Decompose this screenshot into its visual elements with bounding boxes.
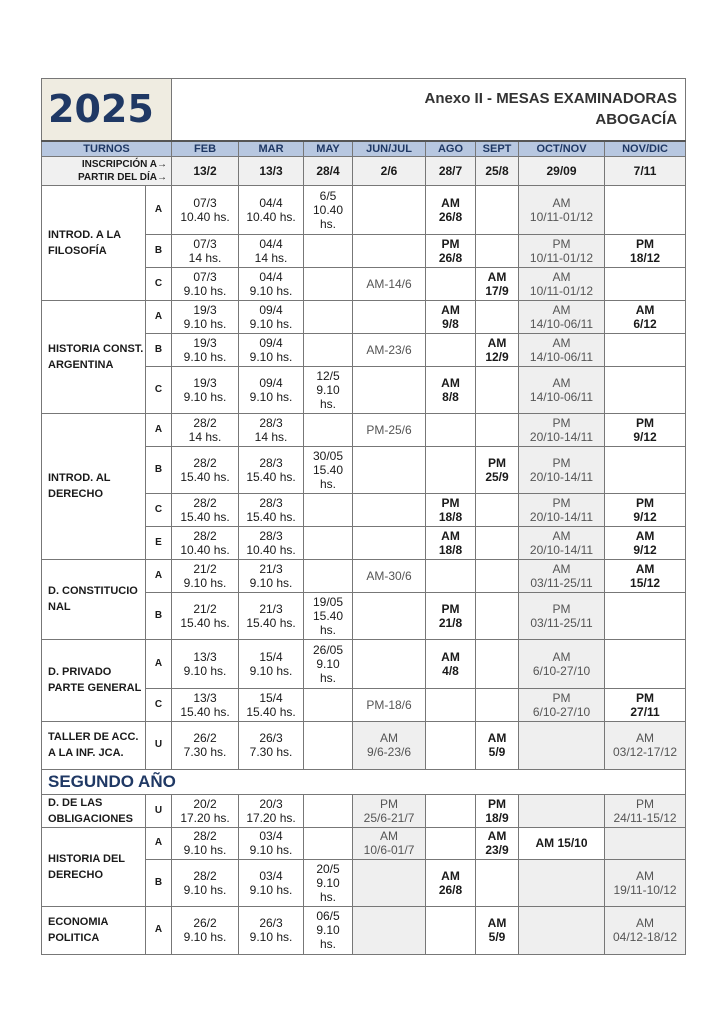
exam-date-cell: 28/2 15.40 hs. <box>172 493 239 526</box>
exam-date-cell: 21/3 9.10 hs. <box>239 559 304 592</box>
exam-date-cell: 28/2 14 hs. <box>172 413 239 446</box>
exam-date-cell: AM 15/12 <box>605 559 686 592</box>
exam-date-cell: AM 6/12 <box>605 300 686 333</box>
exam-date-cell: 26/2 7.30 hs. <box>172 721 239 769</box>
exam-date-cell: 03/4 9.10 hs. <box>239 859 304 906</box>
turno-code: A <box>146 300 172 333</box>
turno-code: B <box>146 234 172 267</box>
exam-date-cell: AM 18/8 <box>426 526 476 559</box>
exam-date-cell: PM 27/11 <box>605 688 686 721</box>
exam-date-cell: AM 26/8 <box>426 859 476 906</box>
exam-date-cell: AM 10/6-01/7 <box>353 827 426 859</box>
exam-date-cell: 28/3 15.40 hs. <box>239 446 304 493</box>
exam-date-cell <box>426 688 476 721</box>
exam-date-cell: AM 5/9 <box>476 721 519 769</box>
exam-date-cell <box>476 859 519 906</box>
exam-date-cell <box>426 333 476 366</box>
exam-date-cell <box>476 185 519 234</box>
exam-date-cell <box>476 366 519 413</box>
turno-code: C <box>146 267 172 300</box>
inscripcion-label-line-2: PARTIR DEL DÍA→ <box>77 171 168 183</box>
exam-date-cell: PM 18/12 <box>605 234 686 267</box>
inscripcion-date: 2/6 <box>353 156 426 185</box>
exam-date-cell <box>605 267 686 300</box>
exam-date-cell: 15/4 15.40 hs. <box>239 688 304 721</box>
exam-date-cell: AM 9/12 <box>605 526 686 559</box>
exam-date-cell: 07/3 14 hs. <box>172 234 239 267</box>
inscripcion-date: 25/8 <box>476 156 519 185</box>
exam-date-cell <box>605 366 686 413</box>
exam-date-cell: 21/2 9.10 hs. <box>172 559 239 592</box>
month-header: AGO <box>426 141 476 157</box>
exam-date-cell: 28/3 10.40 hs. <box>239 526 304 559</box>
exam-date-cell <box>476 526 519 559</box>
exam-date-cell <box>426 721 476 769</box>
turno-code: C <box>146 366 172 413</box>
exam-date-cell <box>304 333 353 366</box>
month-header: MAR <box>239 141 304 157</box>
exam-date-cell <box>353 366 426 413</box>
exam-date-cell <box>353 859 426 906</box>
exam-date-cell <box>426 267 476 300</box>
subject-name: INTROD. AL DERECHO <box>42 413 146 559</box>
turno-code: C <box>146 493 172 526</box>
exam-date-cell: PM 9/12 <box>605 413 686 446</box>
month-header: SEPT <box>476 141 519 157</box>
schedule-row <box>42 559 686 592</box>
section-heading: SEGUNDO AÑO <box>42 769 686 794</box>
exam-date-cell: 28/2 9.10 hs. <box>172 827 239 859</box>
exam-date-cell: 19/3 9.10 hs. <box>172 366 239 413</box>
exam-date-cell: AM 19/11-10/12 <box>605 859 686 906</box>
subject-name: D. DE LAS OBLIGACIONES <box>42 794 146 827</box>
exam-date-cell <box>519 859 605 906</box>
inscripcion-label-line-1: INSCRIPCIÓN A→ <box>81 158 168 170</box>
turno-code: U <box>146 794 172 827</box>
exam-date-cell: PM-18/6 <box>353 688 426 721</box>
inscripcion-date: 28/7 <box>426 156 476 185</box>
schedule-row <box>42 827 686 859</box>
exam-date-cell: PM 03/11-25/11 <box>519 592 605 639</box>
exam-date-cell: PM 18/8 <box>426 493 476 526</box>
exam-date-cell <box>476 300 519 333</box>
exam-date-cell: 26/3 9.10 hs. <box>239 906 304 954</box>
exam-date-cell: PM 9/12 <box>605 493 686 526</box>
exam-date-cell <box>353 493 426 526</box>
exam-date-cell <box>304 794 353 827</box>
exam-date-cell: 04/4 14 hs. <box>239 234 304 267</box>
schedule-row <box>42 300 686 333</box>
subject-name: TALLER DE ACC. A LA INF. JCA. <box>42 721 146 769</box>
exam-date-cell: 04/4 10.40 hs. <box>239 185 304 234</box>
exam-date-cell: AM 03/12-17/12 <box>605 721 686 769</box>
exam-date-cell: 28/3 15.40 hs. <box>239 493 304 526</box>
turno-code: U <box>146 721 172 769</box>
exam-date-cell <box>304 526 353 559</box>
exam-date-cell <box>353 592 426 639</box>
exam-date-cell: AM 15/10 <box>519 827 605 859</box>
exam-date-cell: 28/2 15.40 hs. <box>172 446 239 493</box>
exam-date-cell: 20/2 17.20 hs. <box>172 794 239 827</box>
exam-date-cell: AM 03/11-25/11 <box>519 559 605 592</box>
inscripcion-date: 28/4 <box>304 156 353 185</box>
exam-date-cell: AM 10/11-01/12 <box>519 185 605 234</box>
exam-date-cell: PM 20/10-14/11 <box>519 413 605 446</box>
turno-code: B <box>146 333 172 366</box>
turnos-header: TURNOS <box>42 141 172 157</box>
exam-date-cell <box>605 446 686 493</box>
inscripcion-date: 13/3 <box>239 156 304 185</box>
exam-date-cell: 03/4 9.10 hs. <box>239 827 304 859</box>
exam-date-cell: PM-25/6 <box>353 413 426 446</box>
exam-date-cell <box>304 827 353 859</box>
turno-code: A <box>146 639 172 688</box>
month-header: OCT/NOV <box>519 141 605 157</box>
exam-date-cell: AM 4/8 <box>426 639 476 688</box>
exam-date-cell: AM 10/11-01/12 <box>519 267 605 300</box>
exam-date-cell: 09/4 9.10 hs. <box>239 366 304 413</box>
exam-date-cell: AM 14/10-06/11 <box>519 366 605 413</box>
subject-name: ECONOMIA POLITICA <box>42 906 146 954</box>
exam-date-cell <box>476 234 519 267</box>
exam-date-cell: AM-14/6 <box>353 267 426 300</box>
exam-date-cell: 28/2 9.10 hs. <box>172 859 239 906</box>
turno-code: B <box>146 592 172 639</box>
exam-date-cell: 26/3 7.30 hs. <box>239 721 304 769</box>
exam-date-cell: 04/4 9.10 hs. <box>239 267 304 300</box>
exam-date-cell <box>426 413 476 446</box>
exam-date-cell <box>426 559 476 592</box>
exam-date-cell: PM 25/6-21/7 <box>353 794 426 827</box>
exam-date-cell: 28/2 10.40 hs. <box>172 526 239 559</box>
turno-code: A <box>146 906 172 954</box>
schedule-row <box>42 639 686 688</box>
exam-date-cell <box>304 559 353 592</box>
exam-date-cell <box>304 493 353 526</box>
exam-date-cell: PM 24/11-15/12 <box>605 794 686 827</box>
schedule-row <box>42 721 686 769</box>
exam-date-cell: PM 20/10-14/11 <box>519 493 605 526</box>
exam-date-cell: AM 9/6-23/6 <box>353 721 426 769</box>
subject-name: D. CONSTITUCIO NAL <box>42 559 146 639</box>
exam-date-cell <box>476 592 519 639</box>
exam-date-cell: AM 5/9 <box>476 906 519 954</box>
exam-date-cell: AM 23/9 <box>476 827 519 859</box>
exam-date-cell: 06/5 9.10 hs. <box>304 906 353 954</box>
exam-date-cell <box>304 721 353 769</box>
exam-date-cell: 26/05 9.10 hs. <box>304 639 353 688</box>
exam-date-cell <box>476 413 519 446</box>
exam-date-cell: AM-30/6 <box>353 559 426 592</box>
exam-date-cell: PM 6/10-27/10 <box>519 688 605 721</box>
turno-code: A <box>146 559 172 592</box>
exam-date-cell <box>353 300 426 333</box>
exam-date-cell: 6/5 10.40 hs. <box>304 185 353 234</box>
schedule-row <box>42 906 686 954</box>
inscripcion-date: 13/2 <box>172 156 239 185</box>
exam-date-cell: AM 9/8 <box>426 300 476 333</box>
exam-date-cell: AM 04/12-18/12 <box>605 906 686 954</box>
inscripcion-date: 7/11 <box>605 156 686 185</box>
exam-date-cell: 09/4 9.10 hs. <box>239 333 304 366</box>
exam-date-cell: PM 18/9 <box>476 794 519 827</box>
month-header: MAY <box>304 141 353 157</box>
exam-date-cell: 20/3 17.20 hs. <box>239 794 304 827</box>
exam-date-cell <box>476 559 519 592</box>
exam-date-cell: PM 21/8 <box>426 592 476 639</box>
exam-date-cell <box>426 906 476 954</box>
exam-date-cell: 13/3 9.10 hs. <box>172 639 239 688</box>
exam-date-cell: 19/3 9.10 hs. <box>172 333 239 366</box>
exam-date-cell: PM 25/9 <box>476 446 519 493</box>
exam-date-cell <box>353 185 426 234</box>
exam-date-cell: 13/3 15.40 hs. <box>172 688 239 721</box>
exam-date-cell: 12/5 9.10 hs. <box>304 366 353 413</box>
title-line-1: Anexo II - MESAS EXAMINADORAS <box>424 90 678 108</box>
exam-date-cell <box>353 446 426 493</box>
exam-date-cell: 21/2 15.40 hs. <box>172 592 239 639</box>
exam-date-cell: PM 10/11-01/12 <box>519 234 605 267</box>
exam-date-cell: AM 14/10-06/11 <box>519 300 605 333</box>
exam-date-cell <box>519 906 605 954</box>
exam-date-cell: 30/05 15.40 hs. <box>304 446 353 493</box>
exam-date-cell: PM 20/10-14/11 <box>519 446 605 493</box>
exam-date-cell <box>304 413 353 446</box>
exam-date-cell <box>353 526 426 559</box>
exam-date-cell <box>353 906 426 954</box>
schedule-row <box>42 413 686 446</box>
schedule-row <box>42 185 686 234</box>
exam-date-cell <box>605 639 686 688</box>
exam-date-cell: AM 12/9 <box>476 333 519 366</box>
inscripcion-label <box>42 156 172 185</box>
exam-date-cell <box>304 688 353 721</box>
exam-date-cell <box>519 794 605 827</box>
inscripcion-date: 29/09 <box>519 156 605 185</box>
exam-date-cell <box>476 688 519 721</box>
month-header: JUN/JUL <box>353 141 426 157</box>
turno-code: B <box>146 446 172 493</box>
schedule-row <box>42 794 686 827</box>
month-header: FEB <box>172 141 239 157</box>
exam-date-cell: 19/05 15.40 hs. <box>304 592 353 639</box>
exam-date-cell <box>426 794 476 827</box>
exam-date-cell <box>426 446 476 493</box>
subject-name: INTROD. A LA FILOSOFÍA <box>42 185 146 300</box>
exam-date-cell <box>304 267 353 300</box>
exam-date-cell: AM 17/9 <box>476 267 519 300</box>
month-header: NOV/DIC <box>605 141 686 157</box>
title-line-2: ABOGACÍA <box>595 111 678 129</box>
exam-date-cell <box>304 234 353 267</box>
exam-date-cell <box>426 827 476 859</box>
exam-date-cell: 07/3 9.10 hs. <box>172 267 239 300</box>
exam-date-cell <box>304 300 353 333</box>
exam-date-cell <box>605 185 686 234</box>
turno-code: A <box>146 185 172 234</box>
turno-code: A <box>146 413 172 446</box>
exam-date-cell: AM 14/10-06/11 <box>519 333 605 366</box>
exam-date-cell: 07/3 10.40 hs. <box>172 185 239 234</box>
exam-date-cell: AM 26/8 <box>426 185 476 234</box>
exam-date-cell <box>519 721 605 769</box>
exam-date-cell <box>605 827 686 859</box>
exam-date-cell <box>353 234 426 267</box>
exam-date-cell <box>476 639 519 688</box>
subject-name: D. PRIVADO PARTE GENERAL <box>42 639 146 721</box>
exam-date-cell: 21/3 15.40 hs. <box>239 592 304 639</box>
turno-code: A <box>146 827 172 859</box>
exam-date-cell <box>605 592 686 639</box>
exam-date-cell <box>353 639 426 688</box>
turno-code: C <box>146 688 172 721</box>
exam-date-cell: 09/4 9.10 hs. <box>239 300 304 333</box>
subject-name: HISTORIA CONST. ARGENTINA <box>42 300 146 413</box>
subject-name: HISTORIA DEL DERECHO <box>42 827 146 906</box>
exam-date-cell: 26/2 9.10 hs. <box>172 906 239 954</box>
exam-date-cell: 15/4 9.10 hs. <box>239 639 304 688</box>
exam-date-cell <box>605 333 686 366</box>
turno-code: B <box>146 859 172 906</box>
year-title: 2025 <box>42 79 172 141</box>
exam-date-cell: 20/5 9.10 hs. <box>304 859 353 906</box>
exam-date-cell: AM 6/10-27/10 <box>519 639 605 688</box>
document-title <box>172 79 686 141</box>
exam-date-cell: 28/3 14 hs. <box>239 413 304 446</box>
exam-date-cell: AM 8/8 <box>426 366 476 413</box>
exam-date-cell: 19/3 9.10 hs. <box>172 300 239 333</box>
exam-schedule-table <box>41 78 686 955</box>
exam-date-cell <box>476 493 519 526</box>
turno-code: E <box>146 526 172 559</box>
exam-date-cell: AM 20/10-14/11 <box>519 526 605 559</box>
exam-date-cell: AM-23/6 <box>353 333 426 366</box>
exam-date-cell: PM 26/8 <box>426 234 476 267</box>
